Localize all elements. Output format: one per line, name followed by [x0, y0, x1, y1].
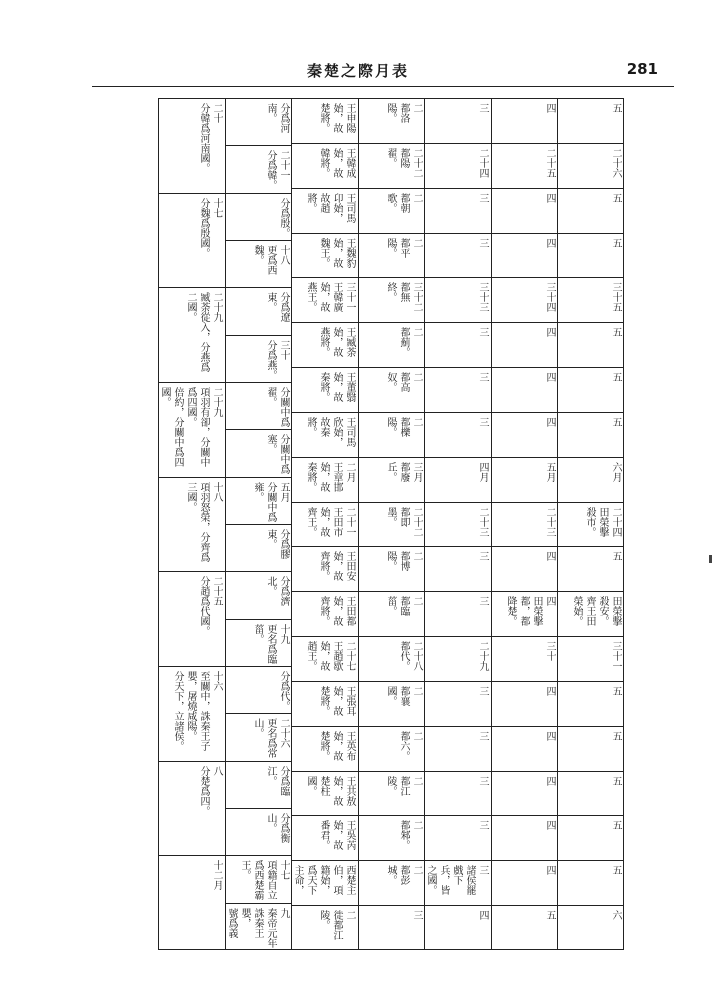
table-cell: 王英布始，故楚將。: [318, 731, 355, 761]
table-cell: 王董翳始，故秦將。: [318, 372, 355, 402]
table-cell: 三: [411, 910, 422, 920]
table-cell: 五: [610, 417, 621, 427]
table-cell: 二十六 更名爲常山。: [252, 718, 289, 758]
table-cell: 三十一: [610, 641, 621, 671]
table-cell: 三: [477, 820, 488, 830]
table-cell: 王魏豹始，故魏王。: [318, 238, 355, 268]
table-cell: 五: [610, 731, 621, 741]
table-cell: 四: [544, 193, 555, 203]
table-cell: 二 都六。: [398, 731, 422, 761]
table-cell: 王張耳始，故楚將。: [318, 686, 355, 716]
table-cell: 西楚主伯，項籍始，爲天下主命，: [292, 865, 355, 895]
table-cell: 王申陽始，故楚將。: [318, 103, 355, 133]
table-cell: 五: [610, 327, 621, 337]
table-cell: 五: [544, 910, 555, 920]
table-cell: 二十二 都陽翟。: [385, 148, 422, 178]
table-cell: 二 都朝歌。: [385, 193, 422, 213]
table-cell: 十二月: [211, 860, 222, 890]
table-cell: 分爲膠東。: [265, 529, 289, 559]
table-cell: 二 都臨菑。: [385, 596, 422, 616]
table-cell: 二十 分韓爲河南國。: [198, 103, 222, 173]
table-cell: 五: [610, 372, 621, 382]
table-cell: 四: [544, 327, 555, 337]
table-cell: 分爲殷。: [278, 198, 289, 238]
table-cell: 分爲河南。: [265, 103, 289, 133]
table-cell: 三十三: [477, 282, 488, 312]
table-cell: 六月: [610, 462, 621, 482]
table-cell: 三月 都廢丘。: [385, 462, 422, 482]
table-cell: 三十 分爲燕。: [265, 340, 289, 380]
table-cell: 四月: [477, 462, 488, 482]
table-cell: 五月: [544, 462, 555, 482]
table-cell: 三: [477, 417, 488, 427]
table-cell: 二十九 臧荼從入，分燕爲二國。: [185, 292, 222, 372]
table-cell: 十八 更爲西魏。: [252, 245, 289, 275]
table-cell: 王共敖始，故楚柱國。: [305, 776, 355, 806]
table-cell: 二月 王章邯始，故秦將。: [305, 462, 355, 492]
table-cell: 三: [477, 731, 488, 741]
table-cell: 分爲濟北。: [265, 576, 289, 606]
table-cell: 六: [610, 910, 621, 920]
table-cell: 王司馬欣始，故秦將。: [305, 417, 355, 447]
table-cell: 二 都平陽。: [385, 238, 422, 258]
table-cell: 三 諸侯罷戲下兵，皆之國。: [425, 865, 488, 895]
page-header-title: 秦楚之際月表: [306, 62, 409, 80]
month-table: [158, 98, 624, 950]
table-cell: 五: [610, 865, 621, 875]
table-cell: 五月 分關中爲雍。: [252, 482, 289, 522]
table-cell: 三: [477, 193, 488, 203]
table-cell: 王臧荼始，故燕將。: [318, 327, 355, 357]
table-cell: 十八 項羽怒榮，分齊爲三國。: [185, 482, 222, 562]
table-cell: 王韓成始，故韓將。: [318, 148, 355, 178]
table-cell: 田榮擊殺安。 齊王田榮始。: [571, 596, 621, 626]
table-cell: 五: [610, 193, 621, 203]
table-cell: 二十二 都即墨。: [385, 507, 422, 537]
table-cell: 五: [610, 551, 621, 561]
table-cell: 五: [610, 238, 621, 248]
header-rule: [92, 86, 674, 87]
table-cell: 二 都彭城。: [385, 865, 422, 885]
table-cell: 四: [544, 776, 555, 786]
table-cell: 二 都邾。: [398, 820, 422, 850]
table-cell: 二十四: [477, 148, 488, 178]
table-cell: 十七 項籍自立爲西楚霸王。: [239, 860, 289, 900]
table-cell: 王田都始，故齊將。: [318, 596, 355, 626]
table-cell: 二十三: [544, 507, 555, 537]
table-cell: 三: [477, 238, 488, 248]
table-cell: 分關中爲翟。: [265, 387, 289, 427]
table-cell: 二 徙都江陵。: [318, 910, 355, 940]
table-cell: 四: [544, 820, 555, 830]
table-cell: 二十七 王趙歇始，故趙王。: [305, 641, 355, 671]
table-cell: 四: [477, 910, 488, 920]
table-cell: 二 都薊。: [398, 327, 422, 357]
table-cell: 三: [477, 776, 488, 786]
table-cell: 三十五: [610, 282, 621, 312]
table-cell: 三十二 都無終。: [385, 282, 422, 312]
table-cell: 三: [477, 596, 488, 606]
margin-mark: [709, 555, 712, 563]
table-cell: 四: [544, 865, 555, 875]
table-cell: 二十八 都代。: [398, 641, 422, 671]
table-cell: 二 都櫟陽。: [385, 417, 422, 437]
table-cell: 五: [610, 776, 621, 786]
table-cell: 分爲代。: [278, 671, 289, 711]
table-cell: 分爲遼東。: [265, 292, 289, 322]
table-cell: 二十九: [477, 641, 488, 671]
table-cell: 四: [544, 731, 555, 741]
table-cell: 四: [544, 238, 555, 248]
table-cell: 三: [477, 327, 488, 337]
table-cell: 王田安始，故齊將。: [318, 551, 355, 581]
table-cell: 九 秦帝元年 誅秦王嬰， 號爲義: [226, 908, 289, 948]
table-cell: 分爲衡山。: [265, 813, 289, 843]
table-cell: 三: [477, 551, 488, 561]
table-cell: 四: [544, 372, 555, 382]
table-cell: 四: [544, 417, 555, 427]
table-cell: 三十一 王韓廣始，故燕王。: [305, 282, 355, 312]
table-cell: 四 田榮擊都，都降楚。: [505, 596, 555, 626]
table-cell: 二 都襄國。: [385, 686, 422, 706]
table-cell: 十六 至關中，誅秦王子嬰，屠燒咸陽。 分天下，立諸侯。: [172, 671, 222, 751]
table-cell: 三: [477, 372, 488, 382]
table-cell: 二十九 項羽有卻，分關中爲四國。 倍約，分關中爲四國。: [159, 387, 222, 467]
table-cell: 五: [610, 103, 621, 113]
table-cell: 五: [610, 820, 621, 830]
table-cell: 二十四 田榮擊殺市。: [584, 507, 621, 537]
table-cell: 二 都博陽。: [385, 551, 422, 571]
table-cell: 二十一 王田市始，故齊王。: [305, 507, 355, 537]
table-cell: 二十三: [477, 507, 488, 537]
table-cell: 三十: [544, 641, 555, 661]
table-cell: 三十四: [544, 282, 555, 312]
table-cell: 二 都洛陽。: [385, 103, 422, 123]
table-cell: 分爲臨江。: [265, 766, 289, 796]
table-cell: 四: [544, 103, 555, 113]
table-cell: 二十五 分趙爲代國。: [198, 576, 222, 636]
table-cell: 二 都高奴。: [385, 372, 422, 392]
table-cell: 三: [477, 686, 488, 696]
table-cell: 分關中爲塞。: [265, 434, 289, 474]
table-cell: 三: [477, 103, 488, 113]
table-cell: 二十六: [610, 148, 621, 178]
table-cell: 十七 分魏爲殷國。: [198, 198, 222, 258]
table-cell: 四: [544, 551, 555, 561]
table-cell: 八 分楚爲四。: [198, 766, 222, 816]
table-cell: 王司馬卬始，故趙將。: [305, 193, 355, 223]
table-cell: 五: [610, 686, 621, 696]
table-cell: 四: [544, 686, 555, 696]
table-cell: 二十一 分爲韓。: [265, 150, 289, 190]
page-number: 281: [626, 60, 658, 78]
table-cell: 王吳芮始，故番君。: [318, 820, 355, 850]
table-cell: 二 都江陵。: [385, 776, 422, 796]
table-cell: 十九 更名爲臨菑。: [252, 624, 289, 664]
table-cell: 二十五: [544, 148, 555, 178]
